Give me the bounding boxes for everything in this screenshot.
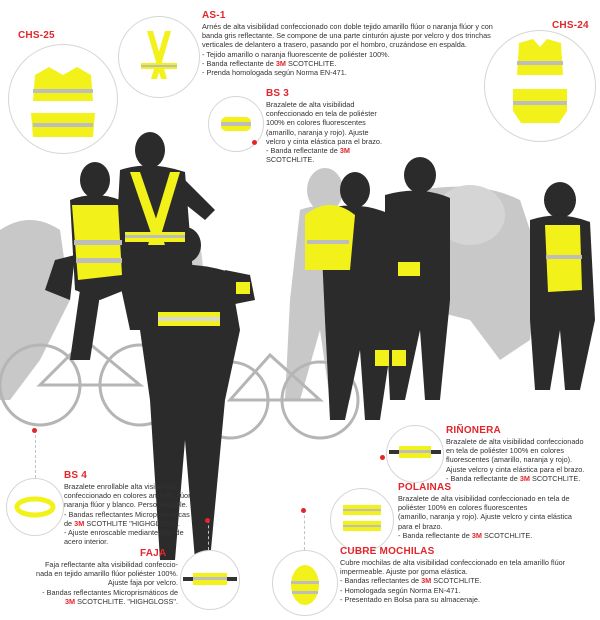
polainas-circle: [330, 488, 394, 552]
gaiters-icon: [331, 489, 393, 551]
faja-circle: [180, 550, 240, 610]
cubre-title: CUBRE MOCHILAS: [340, 546, 435, 557]
connector-dot: [32, 428, 37, 433]
bs3-description: Brazalete de alta visibilidad confeccionado en tela de poliéster 100% en colores fluorescentes (amarillo, naranja y rojo). Ajuste velcro y cinta elástica para el brazo. - Banda reflectante de 3M SCOTCHLITE.: [266, 100, 382, 165]
connector-dot: [380, 455, 385, 460]
chs25-title: CHS-25: [18, 30, 55, 41]
bs4-title: BS 4: [64, 470, 88, 481]
vest-icon: [485, 31, 595, 141]
faja-title: FAJA: [140, 548, 167, 559]
cubre-description: Cubre mochilas de alta visibilidad confeccionado en tela amarillo flúor impermeable. Ajuste por goma elástica. - Bandas reflectantes de 3M SCOTCHLITE. - Homologada según Norma EN-471. - Presentado en Bolsa para su almacenaje.: [340, 558, 566, 604]
as1-title: AS-1: [202, 10, 226, 21]
roll-armband-icon: [7, 479, 63, 535]
bs4-circle: [6, 478, 64, 536]
bs3-title: BS 3: [266, 88, 290, 99]
as1-circle: [118, 16, 200, 98]
rinonera-circle: [386, 425, 444, 483]
waist-pack-icon: [387, 426, 443, 482]
connector-dot: [301, 508, 306, 513]
connector-dot: [252, 140, 257, 145]
rinonera-title: RIÑONERA: [446, 425, 501, 436]
backpack-cover-icon: [273, 551, 337, 615]
harness-icon: [119, 17, 199, 97]
vest-icon: [9, 45, 117, 153]
polainas-description: Brazalete de alta visibilidad confeccionado en tela de poliéster 100% en colores fluorescentes (amarillo, naranja y rojo). Ajuste velcro y cinta elástica para el brazo. - Banda reflectante de 3M SCOTCHLITE.: [398, 494, 572, 540]
chs24-circle: [484, 30, 596, 142]
connector-dot: [205, 518, 210, 523]
cubre-circle: [272, 550, 338, 616]
as1-description: Arnés de alta visibilidad confeccionado con doble tejido amarillo flúor o naranja flúor y con banda gris reflectante. Se compone de una parte cinturón ajuste por velcro y dos trinchas verticales de delantero a trasero, pasando por el hombro, cruzándose en espalda. - Tejido amarillo o naranja fluorescente de poliéster 100%. - Banda reflectante de 3M SCOTCHLITE. - Prenda homologada según Norma EN-471.: [202, 22, 493, 78]
connector-line: [304, 510, 305, 550]
rinonera-description: Brazalete de alta visibilidad confeccionado en tela de poliéster 100% en colores fluorescentes (amarillo, naranja y rojo). Ajuste velcro y cinta elástica para el brazo. - Banda reflectante de 3M SCOTCHLITE.: [446, 437, 585, 483]
connector-line: [208, 520, 209, 550]
faja-description: Faja reflectante alta visibilidad confeccio- nada en tejido amarillo flúor poliéster 100%. Ajuste faja por velcro. - Bandas reflectantes Microprismáticos de 3M SCOTCHLITE. "HIGHGLOSS".: [36, 560, 178, 606]
connector-line: [35, 430, 36, 478]
belt-icon: [181, 551, 239, 609]
chs24-title: CHS-24: [552, 20, 589, 31]
polainas-title: POLAINAS: [398, 482, 452, 493]
chs25-circle: [8, 44, 118, 154]
bs4-description: Brazalete enrollable alta visibilidad confeccionado en colores amarillo flúor, naranja flúor y blanco. Personalizable. - Bandas reflectantes Microprismáticas de 3M SCOTHLITE "HIGHGLOSS". - Ajuste enroscable mediante fleje de acero interior.: [64, 482, 193, 547]
